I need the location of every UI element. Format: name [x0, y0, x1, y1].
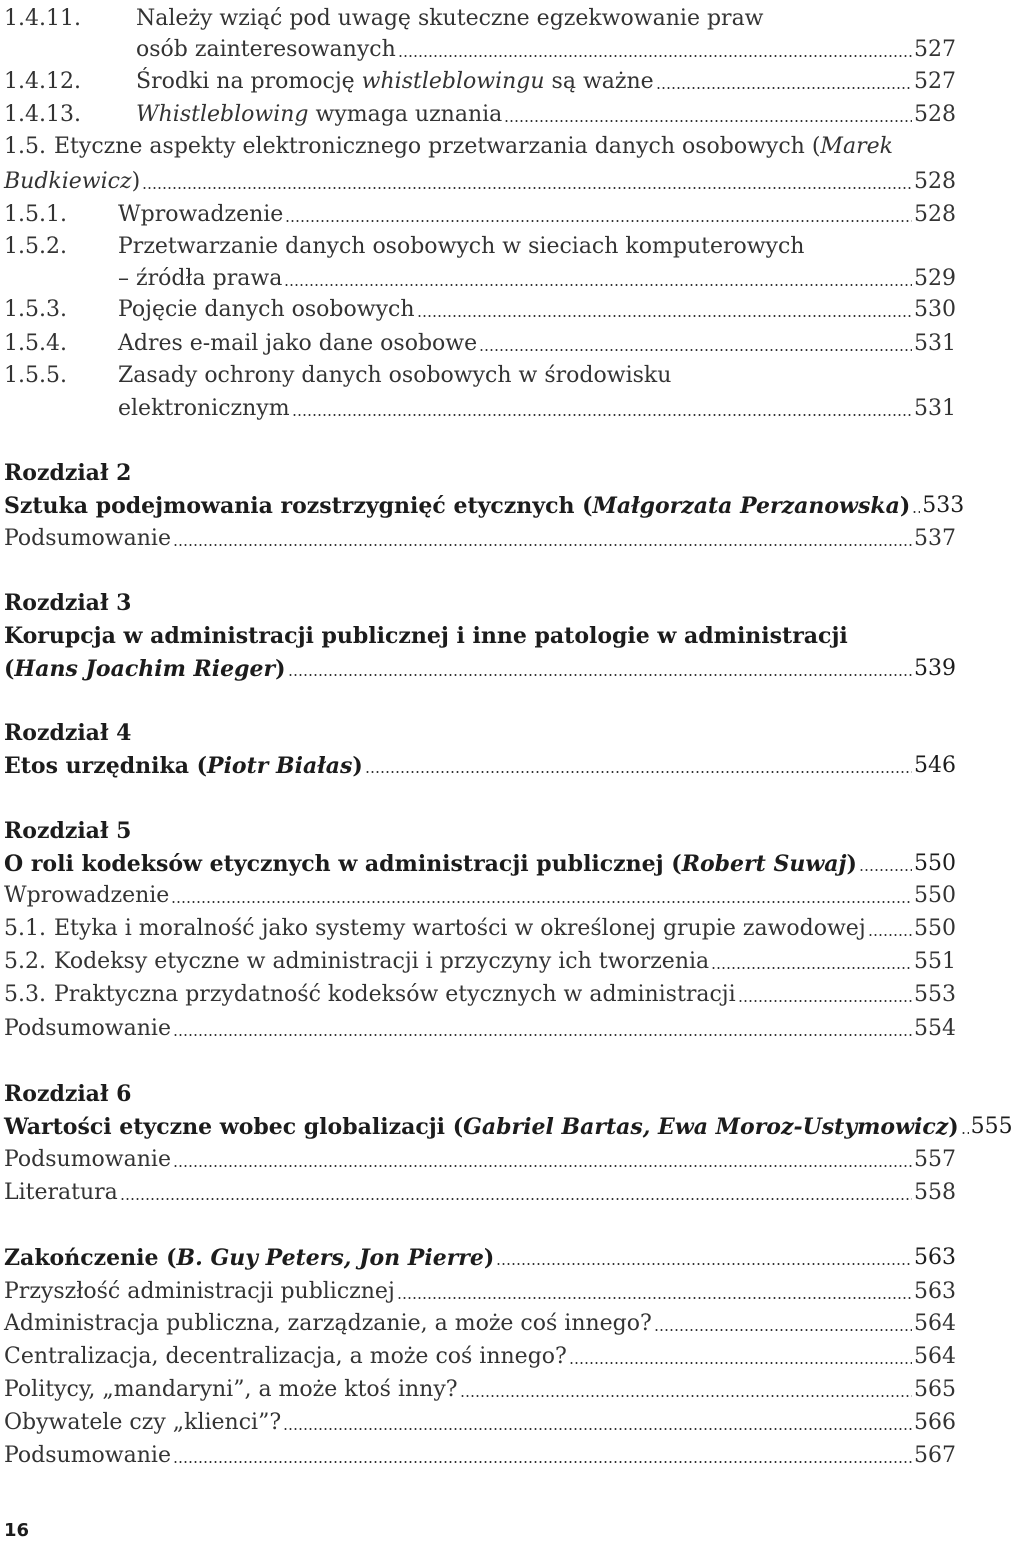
toc-entry[interactable]	[4, 487, 965, 521]
title-text: Obywatele czy „klienci”?	[4, 1410, 282, 1435]
toc-entry-title	[4, 849, 857, 879]
title-text: Rozdział 2	[4, 460, 132, 486]
toc-entry[interactable]	[4, 910, 956, 944]
toc-entry-title	[4, 1277, 395, 1307]
title-text: )	[275, 656, 286, 682]
toc-page-number: 528	[914, 202, 956, 227]
toc-entry-number: 1.5.	[4, 134, 46, 159]
toc-page-number: 550	[914, 916, 956, 941]
toc-entry-title	[4, 1243, 494, 1273]
toc-entry[interactable]	[4, 1305, 956, 1339]
dot-leader	[479, 349, 912, 351]
toc-page-number: 531	[914, 396, 956, 421]
title-text: Podsumowanie	[4, 1443, 171, 1468]
author-or-term-italic: Marek	[820, 134, 893, 159]
dot-leader	[288, 674, 912, 676]
dot-leader	[654, 1329, 912, 1331]
title-text: Etyka i moralność jako systemy wartości w określonej grupie zawodowej	[54, 916, 866, 941]
toc-page-number: 566	[914, 1410, 956, 1435]
title-text: Pojęcie danych osobowych	[118, 297, 415, 322]
toc-entry[interactable]	[4, 325, 956, 359]
toc-page-number: 551	[914, 949, 956, 974]
toc-entry[interactable]	[4, 128, 956, 162]
toc-page-number: 557	[914, 1147, 956, 1172]
title-text: )	[846, 851, 857, 877]
toc-page-number: 554	[914, 1016, 956, 1041]
toc-entry-title	[4, 1408, 281, 1438]
dot-leader	[912, 511, 920, 513]
toc-entry-title	[118, 232, 804, 262]
author-or-term-italic: Hans Joachim Rieger	[14, 656, 276, 682]
toc-entry[interactable]	[4, 943, 956, 977]
toc-entry-title	[4, 881, 169, 911]
toc-page-number: 563	[914, 1279, 956, 1304]
dot-leader	[173, 1461, 912, 1463]
toc-entry-number: 1.4.12.	[4, 69, 81, 94]
toc-entry[interactable]	[4, 291, 956, 325]
toc-entry-number: 1.5.4.	[4, 331, 67, 356]
toc-entry-title	[4, 1375, 458, 1405]
toc-entry-title	[136, 4, 764, 34]
title-text: )	[352, 753, 363, 779]
toc-entry-number: 1.4.13.	[4, 102, 81, 127]
toc-page-number: 533	[922, 493, 965, 518]
toc-entry[interactable]	[4, 617, 956, 651]
chapter-label	[4, 458, 131, 488]
chapter-heading	[4, 714, 956, 748]
toc-entry-title	[4, 1342, 567, 1372]
toc-page-number: 558	[914, 1180, 956, 1205]
dot-leader	[496, 1263, 912, 1265]
toc-entry[interactable]	[4, 1174, 956, 1208]
chapter-heading	[4, 584, 956, 618]
toc-page-number: 555	[970, 1114, 1013, 1139]
chapter-label	[4, 718, 131, 748]
toc-entry-title	[118, 264, 282, 294]
toc-page-number: 550	[914, 883, 956, 908]
toc-page-number: 546	[914, 753, 956, 778]
toc-page-number: 527	[914, 37, 956, 62]
toc-entry-number: 1.5.3.	[4, 297, 67, 322]
title-text: Podsumowanie	[4, 1016, 171, 1041]
dot-leader	[173, 1034, 912, 1036]
author-or-term-italic: Małgorzata Perzanowska	[592, 493, 900, 519]
title-text: Etyczne aspekty elektronicznego przetwarzania danych osobowych (	[54, 134, 821, 159]
toc-entry[interactable]	[4, 31, 956, 65]
toc-entry[interactable]	[4, 163, 956, 197]
toc-entry[interactable]	[4, 260, 956, 294]
title-text: (	[4, 656, 15, 682]
toc-entry[interactable]	[4, 196, 956, 230]
toc-entry-title	[4, 167, 140, 197]
title-text: Korupcja w administracji publicznej i inne patologie w administracji	[4, 623, 848, 649]
dot-leader	[738, 1000, 912, 1002]
toc-entry[interactable]	[4, 877, 956, 911]
toc-entry[interactable]	[4, 228, 956, 262]
toc-entry-number: 5.2.	[4, 949, 46, 974]
toc-entry[interactable]	[4, 1437, 956, 1471]
toc-entry[interactable]	[4, 0, 956, 34]
toc-page-number: 531	[914, 331, 956, 356]
title-text: – źródła prawa	[118, 266, 283, 291]
toc-entry-title	[54, 980, 736, 1010]
title-text: Rozdział 4	[4, 720, 132, 746]
page-number: 16	[4, 1520, 30, 1541]
title-text: Rozdział 5	[4, 818, 132, 844]
chapter-heading	[4, 1075, 956, 1109]
title-text: Literatura	[4, 1180, 118, 1205]
toc-entry-title	[54, 914, 866, 944]
toc-entry-title	[136, 67, 654, 97]
toc-page-number: 565	[914, 1377, 956, 1402]
title-text: Przetwarzanie danych osobowych w sieciach komputerowych	[118, 234, 805, 259]
title-text: Adres e-mail jako dane osobowe	[118, 331, 478, 356]
chapter-label	[4, 1079, 131, 1109]
toc-entry-title	[4, 1441, 171, 1471]
toc-entry-title	[4, 751, 363, 781]
title-text: Należy wziąć pod uwagę skuteczne egzekwowanie praw	[136, 6, 764, 31]
dot-leader	[283, 1428, 912, 1430]
dot-leader	[961, 1132, 969, 1134]
chapter-heading	[4, 812, 956, 846]
toc-entry-number: 1.5.2.	[4, 234, 67, 259]
title-text: Sztuka podejmowania rozstrzygnięć etycznych (	[4, 493, 593, 519]
dot-leader	[569, 1362, 912, 1364]
toc-entry[interactable]	[4, 520, 956, 554]
dot-leader	[417, 315, 912, 317]
title-text: )	[899, 493, 911, 519]
toc-entry-title	[118, 200, 283, 230]
author-or-term-italic: whistleblowingu	[361, 69, 545, 94]
toc-entry[interactable]	[4, 1338, 956, 1372]
toc-entry-title	[4, 1145, 171, 1175]
dot-leader	[173, 544, 912, 546]
dot-leader	[859, 869, 912, 871]
dot-leader	[460, 1395, 912, 1397]
toc-entry-title	[118, 394, 290, 424]
author-or-term-italic: Budkiewicz	[4, 169, 132, 194]
toc-page-number: 537	[914, 526, 956, 551]
toc-entry-number: 1.5.5.	[4, 363, 67, 388]
toc-page-number: 529	[914, 266, 956, 291]
title-text: są ważne	[544, 69, 654, 94]
dot-leader	[285, 220, 912, 222]
toc-page-number: 530	[914, 297, 956, 322]
toc-entry-title	[4, 654, 286, 684]
dot-leader	[142, 187, 912, 189]
author-or-term-italic: Whistleblowing	[136, 102, 309, 127]
toc-entry-title	[4, 524, 171, 554]
toc-entry-title	[54, 132, 893, 162]
toc-page-number: 527	[914, 69, 956, 94]
toc-entry[interactable]	[4, 1108, 1013, 1142]
toc-entry-number: 1.4.11.	[4, 6, 81, 31]
toc-entry-title	[4, 1178, 118, 1208]
chapter-heading	[4, 454, 956, 488]
chapter-label	[4, 816, 131, 846]
dot-leader	[120, 1198, 912, 1200]
toc-entry-title	[136, 35, 396, 65]
title-text: Rozdział 6	[4, 1081, 132, 1107]
title-text: elektronicznym	[118, 396, 290, 421]
toc-page-number: 567	[914, 1443, 956, 1468]
dot-leader	[868, 934, 912, 936]
toc-entry[interactable]	[4, 650, 956, 684]
title-text: Administracja publiczna, zarządzanie, a może coś innego?	[4, 1311, 652, 1336]
toc-entry-title	[118, 329, 477, 359]
title-text: Wprowadzenie	[4, 883, 170, 908]
toc-entry-title	[118, 361, 671, 391]
dot-leader	[365, 771, 912, 773]
toc-entry-title	[4, 1309, 652, 1339]
toc-page-number: 564	[914, 1344, 956, 1369]
toc-entry-title	[54, 947, 709, 977]
title-text: Kodeksy etyczne w administracji i przyczyny ich tworzenia	[54, 949, 710, 974]
chapter-label	[4, 588, 131, 618]
title-text: )	[948, 1114, 959, 1140]
dot-leader	[171, 901, 912, 903]
title-text: Podsumowanie	[4, 526, 171, 551]
title-text: Etos urzędnika (	[4, 753, 208, 779]
title-text: Centralizacja, decentralizacja, a może coś innego?	[4, 1344, 567, 1369]
toc-page-number: 528	[914, 169, 956, 194]
author-or-term-italic: Piotr Białas	[207, 753, 353, 779]
title-text: Wartości etyczne wobec globalizacji (	[4, 1114, 464, 1140]
author-or-term-italic: B. Guy Peters, Jon Pierre	[176, 1245, 484, 1271]
title-text: Politycy, „mandaryni”, a może ktoś inny?	[4, 1377, 458, 1402]
toc-entry-number: 5.1.	[4, 916, 46, 941]
dot-leader	[656, 87, 912, 89]
title-text: Przyszłość administracji publicznej	[4, 1279, 395, 1304]
title-text: Podsumowanie	[4, 1147, 171, 1172]
toc-entry[interactable]	[4, 63, 956, 97]
title-text: Wprowadzenie	[118, 202, 284, 227]
toc-entry[interactable]	[4, 976, 956, 1010]
toc-page-number: 564	[914, 1311, 956, 1336]
dot-leader	[284, 284, 912, 286]
toc-entry[interactable]	[4, 1141, 956, 1175]
toc-entry[interactable]	[4, 96, 956, 130]
dot-leader	[711, 967, 912, 969]
toc-page-number: 539	[914, 656, 956, 681]
dot-leader	[504, 120, 912, 122]
title-text: Środki na promocję	[136, 69, 362, 94]
author-or-term-italic: Robert Suwaj	[681, 851, 847, 877]
toc-entry-title	[4, 621, 848, 651]
toc-entry-number: 5.3.	[4, 982, 46, 1007]
dot-leader	[397, 1297, 912, 1299]
title-text: Zasady ochrony danych osobowych w środowisku	[118, 363, 672, 388]
toc-entry[interactable]	[4, 390, 956, 424]
title-text: Rozdział 3	[4, 590, 132, 616]
toc-entry[interactable]	[4, 845, 956, 879]
toc-page-number: 550	[914, 851, 956, 876]
toc-entry-title	[136, 100, 502, 130]
title-text: Praktyczna przydatność kodeksów etycznych w administracji	[54, 982, 736, 1007]
toc-entry-title	[4, 491, 910, 521]
title-text: O roli kodeksów etycznych w administracji publicznej (	[4, 851, 682, 877]
toc-entry[interactable]	[4, 1273, 956, 1307]
author-or-term-italic: Gabriel Bartas, Ewa Moroz-Ustymowicz	[463, 1114, 949, 1140]
title-text: osób zainteresowanych	[136, 37, 396, 62]
toc-entry[interactable]	[4, 747, 956, 781]
toc-entry-title	[118, 295, 415, 325]
title-text: )	[131, 169, 141, 194]
toc-entry[interactable]	[4, 1404, 956, 1438]
toc-entry-title	[4, 1112, 959, 1142]
toc-entry-title	[4, 1014, 171, 1044]
toc-entry[interactable]	[4, 1371, 956, 1405]
dot-leader	[173, 1165, 912, 1167]
title-text: wymaga uznania	[308, 102, 503, 127]
toc-page-number: 528	[914, 102, 956, 127]
toc-entry[interactable]	[4, 357, 956, 391]
toc-entry[interactable]	[4, 1010, 956, 1044]
toc-entry-number: 1.5.1.	[4, 202, 67, 227]
toc-entry[interactable]	[4, 1239, 956, 1273]
dot-leader	[292, 414, 912, 416]
toc-page-number: 553	[914, 982, 956, 1007]
title-text: Zakończenie (	[4, 1245, 177, 1271]
dot-leader	[398, 55, 912, 57]
title-text: )	[483, 1245, 495, 1271]
toc-page-number: 563	[914, 1245, 956, 1270]
